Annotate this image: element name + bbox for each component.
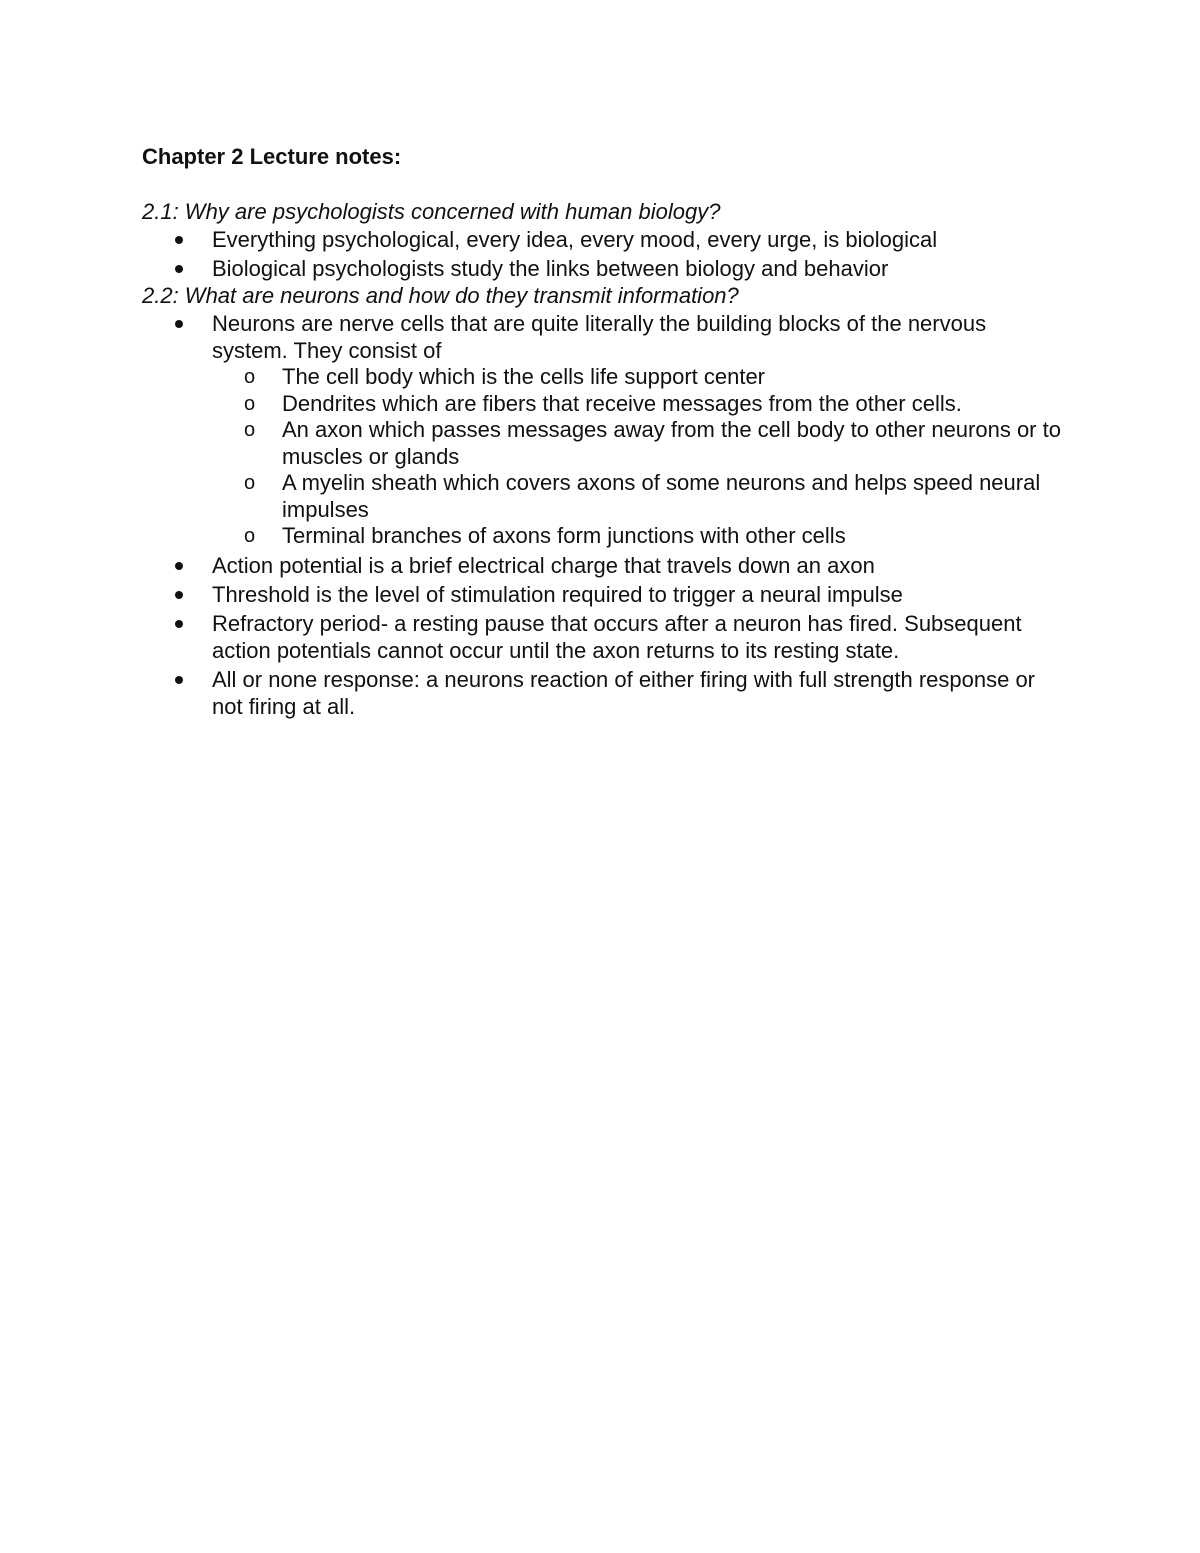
list-item — [212, 666, 1062, 720]
sub-list-item — [244, 364, 1062, 391]
bullet-icon — [175, 676, 183, 684]
section-2-2 — [142, 282, 1062, 720]
sub-list-item-text: Terminal branches of axons form junctions with other cells — [282, 523, 846, 548]
list-item-text: Refractory period- a resting pause that occurs after a neuron has fired. Subsequent action potentials cannot occur until the axon returns to its resting state. — [212, 610, 1022, 663]
sub-list-item-text: A myelin sheath which covers axons of some neurons and helps speed neural impulses — [282, 470, 1041, 522]
list-item-text: Threshold is the level of stimulation required to trigger a neural impulse — [212, 581, 903, 607]
sub-list-item-text: An axon which passes messages away from the cell body to other neurons or to muscles or glands — [282, 417, 1061, 469]
sub-list — [212, 364, 1062, 550]
bullet-list — [142, 310, 1062, 720]
section-heading: 2.2: What are neurons and how do they transmit information? — [142, 283, 739, 308]
sub-list-item-text: Dendrites which are fibers that receive messages from the other cells. — [282, 390, 962, 416]
list-item — [212, 255, 1062, 282]
list-item-text: Biological psychologists study the links between biology and behavior — [212, 256, 889, 281]
section-2-1 — [142, 198, 1062, 282]
list-item — [212, 610, 1062, 664]
list-item — [212, 226, 1062, 253]
list-item-text: All or none response: a neurons reaction of either firing with full strength response or not firing at all. — [212, 666, 1036, 719]
bullet-list — [142, 226, 1062, 282]
list-item-text: Action potential is a brief electrical charge that travels down an axon — [212, 552, 875, 578]
section-heading: 2.1: Why are psychologists concerned with human biology? — [142, 199, 721, 224]
bullet-icon — [175, 620, 183, 628]
circle-bullet-icon: o — [244, 392, 256, 415]
bullet-icon — [175, 265, 183, 273]
sub-list-item — [244, 417, 1062, 470]
sub-list-item — [244, 470, 1062, 523]
bullet-icon — [175, 236, 183, 244]
circle-bullet-icon: o — [244, 472, 256, 494]
list-item — [212, 310, 1062, 550]
list-item — [212, 552, 1062, 579]
circle-bullet-icon: o — [244, 525, 256, 547]
list-item-text: Everything psychological, every idea, every mood, every urge, is biological — [212, 227, 938, 252]
list-item-text: Neurons are nerve cells that are quite literally the building blocks of the nervous system. They consist of — [212, 311, 987, 363]
bullet-icon — [175, 562, 183, 570]
circle-bullet-icon: o — [244, 366, 256, 388]
bullet-icon — [175, 320, 183, 328]
bullet-icon — [175, 591, 183, 599]
document-title: Chapter 2 Lecture notes: — [142, 144, 402, 169]
list-item — [212, 581, 1062, 608]
sub-list-item — [244, 523, 1062, 550]
circle-bullet-icon: o — [244, 419, 256, 441]
document-content — [142, 143, 1062, 720]
sub-list-item — [244, 390, 1062, 418]
sub-list-item-text: The cell body which is the cells life support center — [282, 364, 766, 389]
